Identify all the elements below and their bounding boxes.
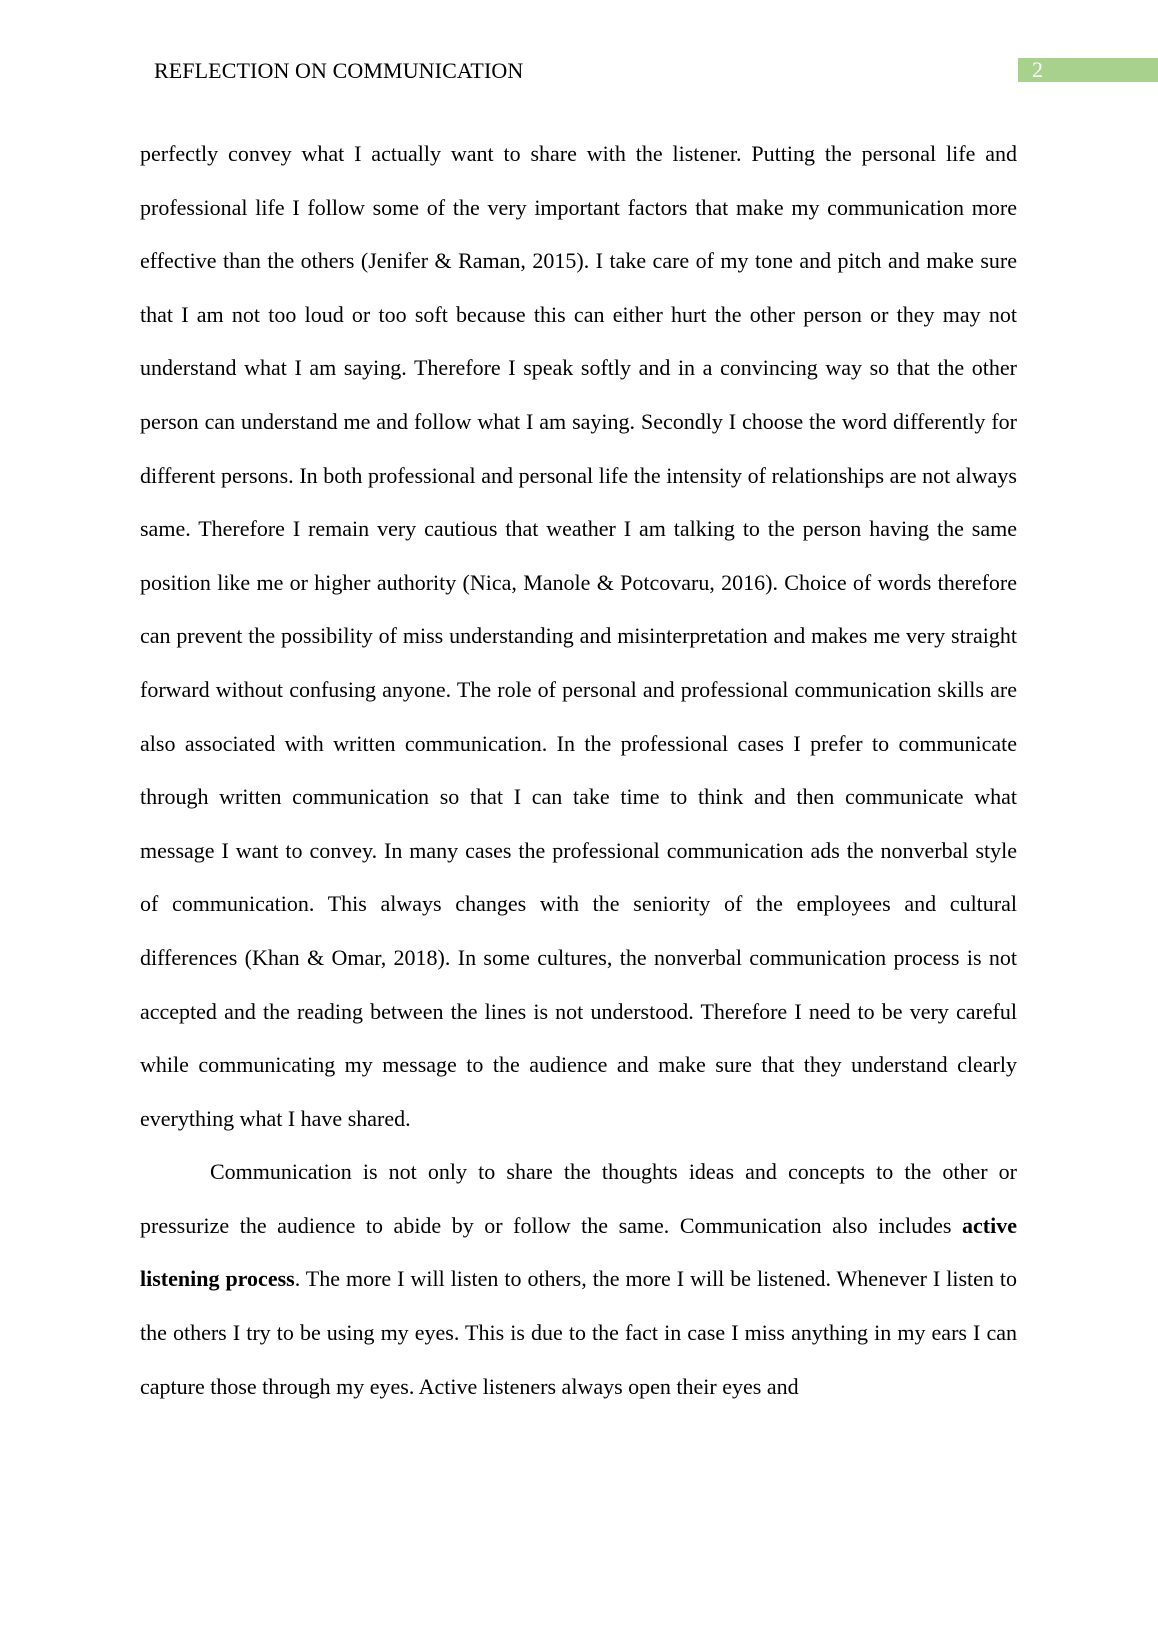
page-number: 2 — [1032, 57, 1043, 82]
paragraph-2-text-end: . The more I will listen to others, the more I will be listened. Whenever I listen to the others I try to be using my eyes. This is due to the fact in case I miss anything in my ears I can capture those through my eyes. Active listeners always open their eyes and — [140, 1266, 1017, 1399]
paragraph-2-text-start: Communication is not only to share the thoughts ideas and concepts to the other or pressurize the audience to abide by or follow the same. Communication also includes — [140, 1159, 1017, 1238]
running-header-title: REFLECTION ON COMMUNICATION — [154, 58, 524, 83]
page-number-badge — [1018, 58, 1158, 82]
paragraph-2-bold-term: active listening process — [140, 1212, 1017, 1292]
document-body — [140, 127, 1017, 1413]
body-paragraph-1: perfectly convey what I actually want to share with the listener. Putting the personal life and professional life I follow some of the very important factors that make my communication more effective than the others (Jenifer & Raman, 2015). I take care of my tone and pitch and make sure that I am not too loud or too soft because this can either hurt the other person or they may not understand what I am saying. Therefore I speak softly and in a convincing way so that the other person can understand me and follow what I am saying. Secondly I choose the word differently for different persons. In both professional and personal life the intensity of relationships are not always same. Therefore I remain very cautious that weather I am talking to the person having the same position like me or higher authority (Nica, Manole & Potcovaru, 2016). Choice of words therefore can prevent the possibility of miss understanding and misinterpretation and makes me very straight forward without confusing anyone. The role of personal and professional communication skills are also associated with written communication. In the professional cases I prefer to communicate through written communication so that I can take time to think and then communicate what message I want to convey. In many cases the professional communication ads the nonverbal style of communication. This always changes with the seniority of the employees and cultural differences (Khan & Omar, 2018). In some cultures, the nonverbal communication process is not accepted and the reading between the lines is not understood. Therefore I need to be very careful while communicating my message to the audience and make sure that they understand clearly everything what I have shared. — [140, 141, 1017, 1131]
body-paragraph-2 — [140, 1145, 1017, 1413]
